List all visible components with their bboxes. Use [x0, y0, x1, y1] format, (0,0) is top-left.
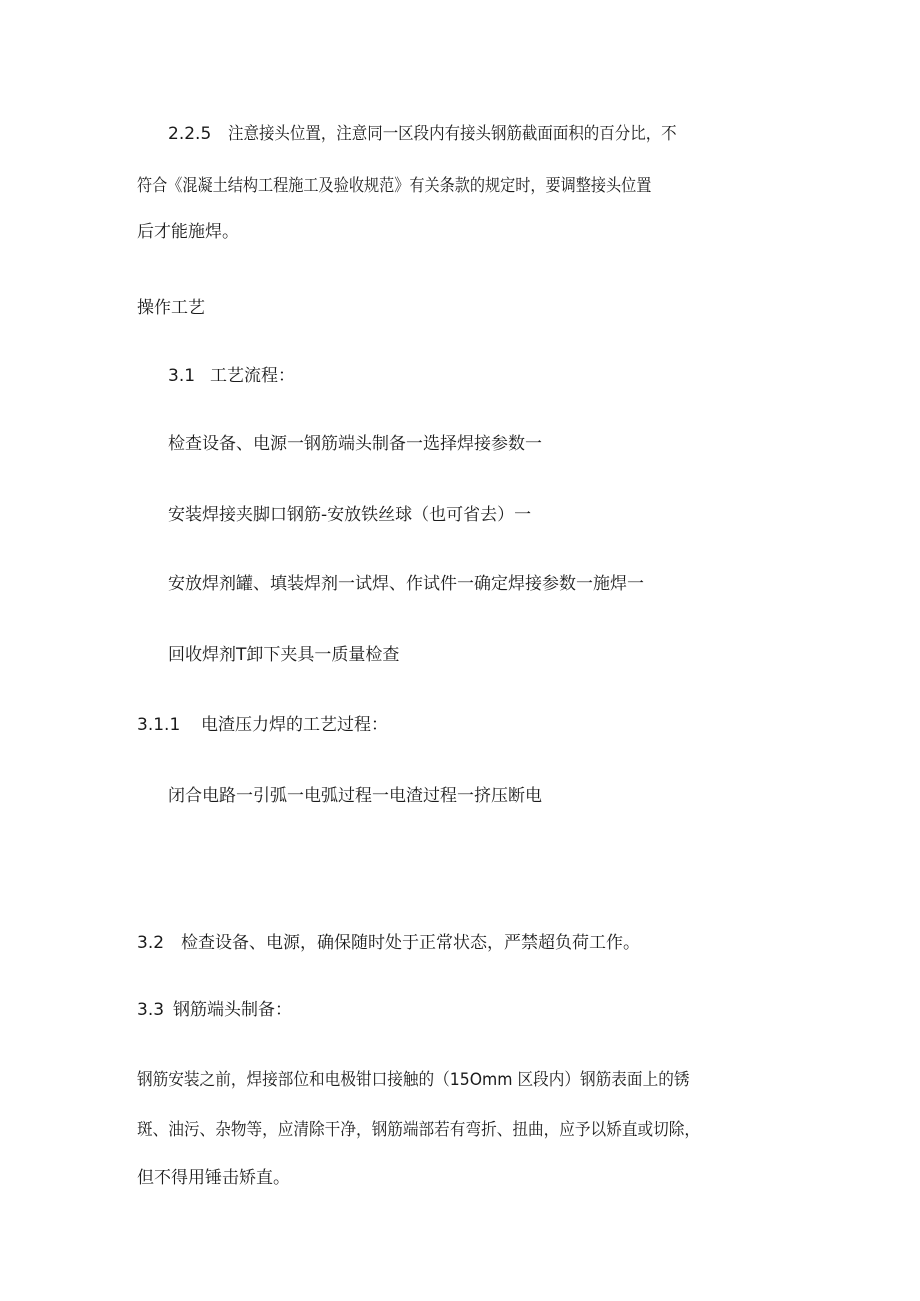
section-2-2-5-line-3	[137, 222, 239, 242]
flow-step-line-1: 检查设备、电源一钢筋端头制备一选择焊接参数一	[168, 434, 542, 454]
section-2-2-5-line-1	[168, 124, 721, 144]
flow-step-line-2: 安装焊接夹脚口钢筋-安放铁丝球（也可省去）一	[168, 505, 532, 525]
section-3-1-1-title	[137, 715, 388, 735]
section-number: 3.2	[137, 933, 165, 953]
section-title: 工艺流程：	[210, 366, 295, 386]
section-text: 检查设备、电源，确保随时处于正常状态，严禁超负荷工作。	[181, 933, 640, 953]
section-3-1-title	[168, 366, 295, 386]
section-title: 钢筋端头制备：	[173, 1000, 292, 1020]
section-number: 3.3	[137, 1000, 165, 1020]
section-3-1-1-flow: 闭合电路一引弧一电弧过程一电渣过程一挤压断电	[168, 786, 542, 806]
section-number: 3.1	[168, 366, 196, 386]
section-text: 但不得用锤击矫直。	[137, 1168, 290, 1188]
section-text: 符合《混凝土结构工程施工及验收规范》有关条款的规定时，要调整接头位置	[137, 176, 652, 196]
section-3-3-title	[137, 1000, 292, 1020]
flow-step-line-3: 安放焊剂罐、填装焊剂一试焊、作试件一确定焊接参数一施焊一	[168, 574, 644, 594]
section-title: 电渣压力焊的工艺过程：	[201, 715, 388, 735]
section-text: 后才能施焊。	[137, 222, 239, 242]
section-number: 3.1.1	[137, 715, 181, 735]
section-2-2-5-line-2	[137, 176, 715, 196]
heading-process: 操作工艺	[137, 298, 205, 318]
section-3-3-line-3	[137, 1168, 290, 1188]
section-3-3-line-1	[137, 1070, 738, 1090]
section-text: 钢筋安装之前，焊接部位和电极钳口接触的（15Omm 区段内）钢筋表面上的锈	[137, 1070, 690, 1090]
flow-step-line-4: 回收焊剂T卸下夹具一质量检查	[168, 645, 400, 665]
section-3-2	[137, 933, 640, 953]
section-text: 注意接头位置，注意同一区段内有接头钢筋截面面积的百分比，不	[228, 124, 677, 144]
section-text: 斑、油污、杂物等，应清除干净，钢筋端部若有弯折、扭曲，应予以矫直或切除，	[137, 1120, 701, 1140]
section-number: 2.2.5	[168, 124, 212, 144]
section-3-3-line-2	[137, 1120, 749, 1140]
